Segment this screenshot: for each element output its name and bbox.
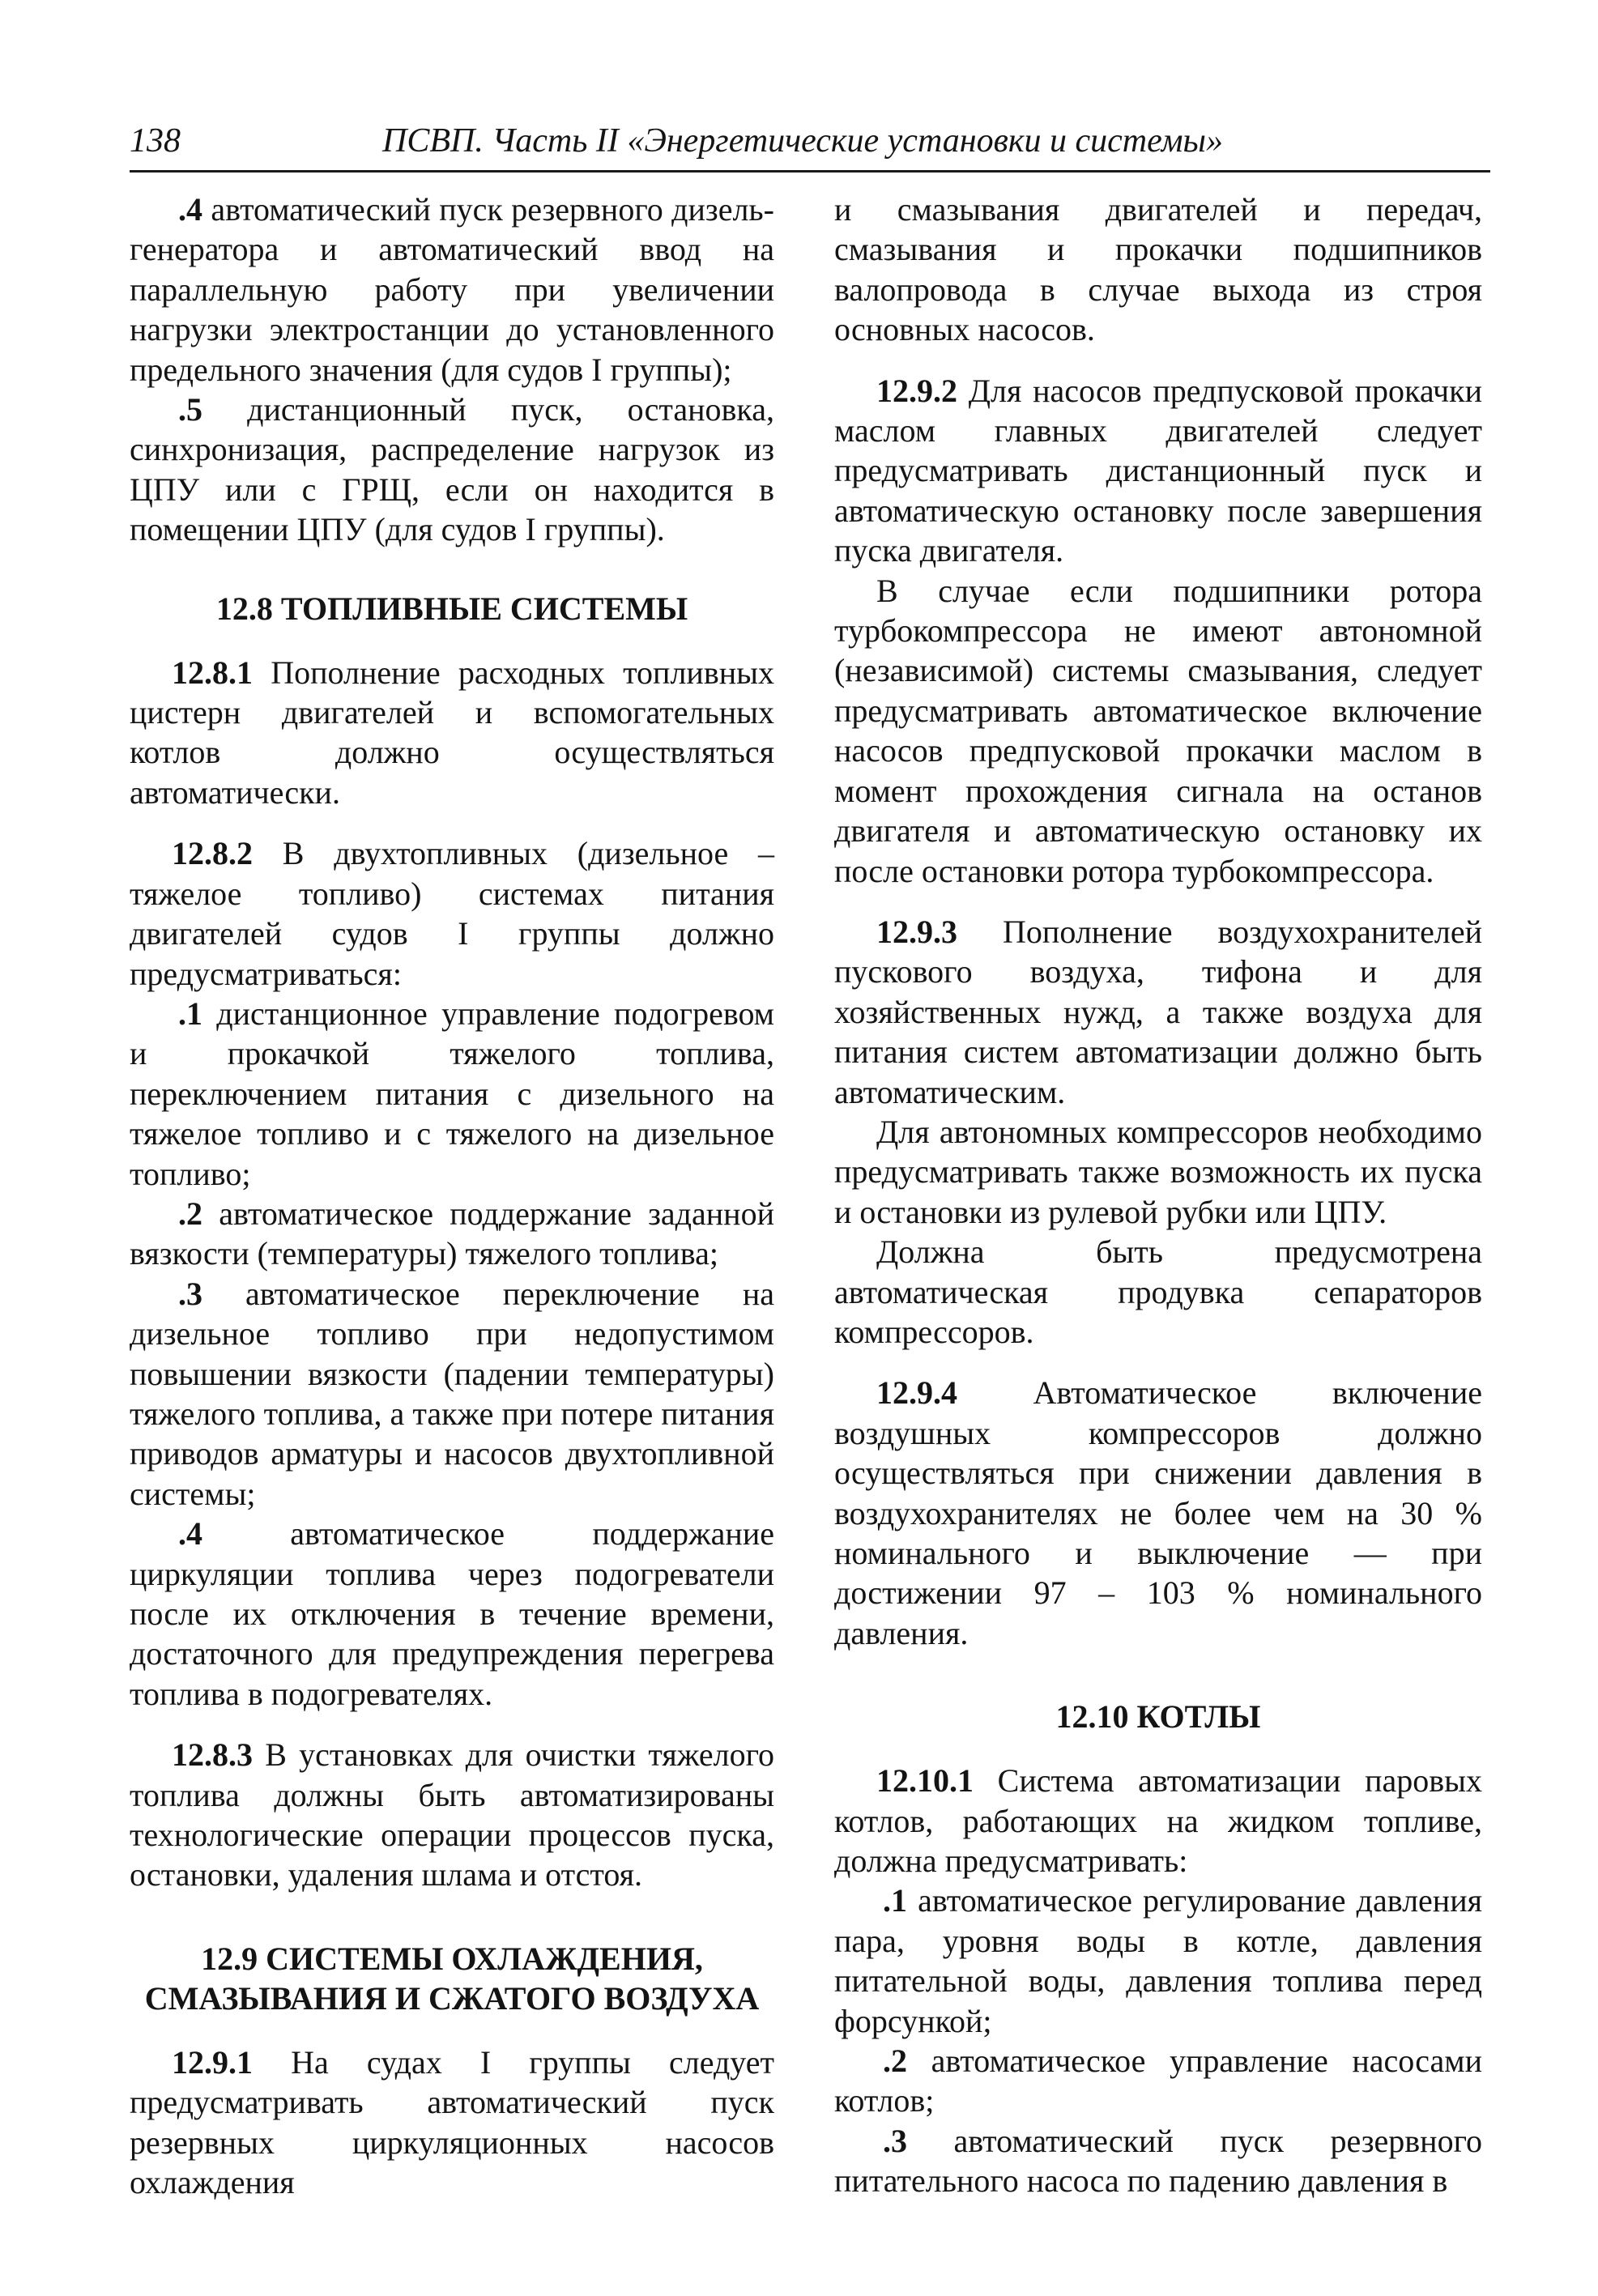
clause-number: 12.9.2 (876, 372, 957, 409)
clause-text: На судах I группы следует предусматривать автоматический пуск резервных циркуляционных насосов охлаждения (130, 2043, 774, 2201)
item-number: .5 (178, 391, 202, 428)
clause-number: 12.10.1 (876, 1762, 974, 1800)
item-text: автоматическое регулирование давления пара, уровня воды в котле, давления питательной воды, давления топлива перед форсункой; (834, 1882, 1482, 2039)
item-number: .3 (178, 1275, 202, 1312)
paragraph: Для автономных компрессоров необходимо предусматривать также возможность их пуска и остановки из рулевой рубки или ЦПУ. (834, 1113, 1482, 1230)
clause-text: Пополнение расходных топливных цистерн двигателей и вспомогательных котлов должно осуществляться автоматически. (130, 654, 774, 811)
left-column (130, 190, 774, 2202)
list-item (130, 190, 774, 390)
item-text: автоматическое поддержание циркуляции топлива через подогреватели после их отключения в течение времени, достаточного для предупреждения перегрева топлива в подогревателях. (130, 1515, 774, 1712)
paragraph: В случае если подшипники ротора турбокомпрессора не имеют автономной (независимой) системы смазывания, следует предусматривать автоматическое включение насосов предпусковой прокачки маслом в момент прохождения сигнала на останов двигателя и автоматическую остановку их после остановки ротора турбокомпрессора. (834, 572, 1482, 889)
clause-number: 12.8.1 (172, 654, 253, 691)
section-heading-12-9 (130, 1939, 774, 2018)
paragraph-12-9-3 (834, 912, 1482, 1112)
clause-number: 12.8.2 (172, 835, 253, 872)
clause-number: 12.9.4 (876, 1374, 957, 1412)
clause-number: 12.9.3 (876, 913, 957, 950)
clause-text: В двухтопливных (дизельное – тяжелое топливо) системах питания двигателей судов I группы должно предусматриваться: (130, 835, 774, 992)
item-text: автоматическое переключение на дизельное топливо при недопустимом повышении вязкости (падении температуры) тяжелого топлива, а также при потере питания приводов арматуры и насосов двухтопливной системы; (130, 1275, 774, 1512)
item-text: автоматическое поддержание заданной вязкости (температуры) тяжелого топлива; (130, 1195, 774, 1272)
clause-number: 12.9.1 (172, 2043, 253, 2081)
list-item (130, 390, 774, 550)
right-column (834, 190, 1482, 2201)
clause-text: В установках для очистки тяжелого топлива должны быть автоматизированы технологические операции процессов пуска, остановки, удаления шлама и отстоя. (130, 1736, 774, 1893)
clause-text: Пополнение воздухохранителей пускового воздуха, тифона и для хозяйственных нужд, а также воздуха для питания систем автоматизации должно быть автоматическим. (834, 913, 1482, 1110)
paragraph-12-10-1 (834, 1761, 1482, 1881)
clause-text: Для насосов предпусковой прокачки маслом главных двигателей следует предусматривать дистанционный пуск и автоматическую остановку после завершения пуска двигателя. (834, 372, 1482, 569)
paragraph-12-8-1 (130, 653, 774, 813)
clause-text: Система автоматизации паровых котлов, работающих на жидком топливе, должна предусматривать: (834, 1762, 1482, 1880)
item-text: автоматическое управление насосами котлов; (834, 2043, 1482, 2119)
list-item (130, 1274, 774, 1514)
paragraph-12-9-4 (834, 1373, 1482, 1653)
list-item (130, 1514, 774, 1714)
item-number: .2 (178, 1195, 202, 1232)
continued-paragraph: и смазывания двигателей и передач, смазывания и прокачки подшипников валопровода в случае выхода из строя основных насосов. (834, 191, 1482, 348)
page-number: 138 (130, 122, 181, 160)
section-heading-12-10: 12.10 КОТЛЫ (1055, 1698, 1261, 1736)
page-header (130, 120, 1490, 173)
list-item (834, 2121, 1482, 2201)
clause-text: Автоматическое включение воздушных компрессоров должно осуществляться при снижении давления в воздухохранителях не более чем на 30 % номинального и выключение — при достижении 97 – 103 % номинального давления. (834, 1374, 1482, 1651)
list-item (130, 994, 774, 1194)
clause-number: 12.8.3 (172, 1736, 253, 1774)
paragraph-12-8-2 (130, 833, 774, 994)
paragraph: Должна быть предусмотрена автоматическая продувка сепараторов компрессоров. (834, 1233, 1482, 1350)
paragraph-12-9-1 (130, 2043, 774, 2203)
list-item (834, 1881, 1482, 2041)
item-text: автоматический пуск резервного питательного насоса по падению давления в (834, 2122, 1482, 2200)
item-number: .1 (178, 995, 202, 1032)
item-text: дистанционный пуск, остановка, синхронизация, распределение нагрузок из ЦПУ или с ГРЩ, если он находится в помещении ЦПУ (для судов I группы). (130, 391, 774, 548)
item-number: .2 (883, 2043, 907, 2080)
section-heading-12-8: 12.8 ТОПЛИВНЫЕ СИСТЕМЫ (215, 590, 688, 627)
item-number: .3 (883, 2122, 907, 2159)
heading-line: СМАЗЫВАНИЯ И СЖАТОГО ВОЗДУХА (144, 1979, 760, 2017)
paragraph-12-8-3 (130, 1735, 774, 1895)
item-text: автоматический пуск резервного дизель-генератора и автоматический ввод на параллельную работу при увеличении нагрузки электростанции до установленного предельного значения (для судов I группы); (130, 191, 774, 388)
list-item (130, 1194, 774, 1274)
item-number: .4 (178, 191, 202, 228)
running-title: ПСВП. Часть II «Энергетические установки и системы» (382, 122, 1223, 160)
heading-line: 12.9 СИСТЕМЫ ОХЛАЖДЕНИЯ, (201, 1940, 703, 1977)
list-item (834, 2041, 1482, 2121)
item-number: .4 (178, 1515, 202, 1553)
item-number: .1 (883, 1882, 907, 1919)
item-text: дистанционное управление подогревом и прокачкой тяжелого топлива, переключением питания с дизельного на тяжелое топливо и с тяжелого на дизельное топливо; (130, 995, 774, 1192)
paragraph-12-9-2 (834, 371, 1482, 571)
